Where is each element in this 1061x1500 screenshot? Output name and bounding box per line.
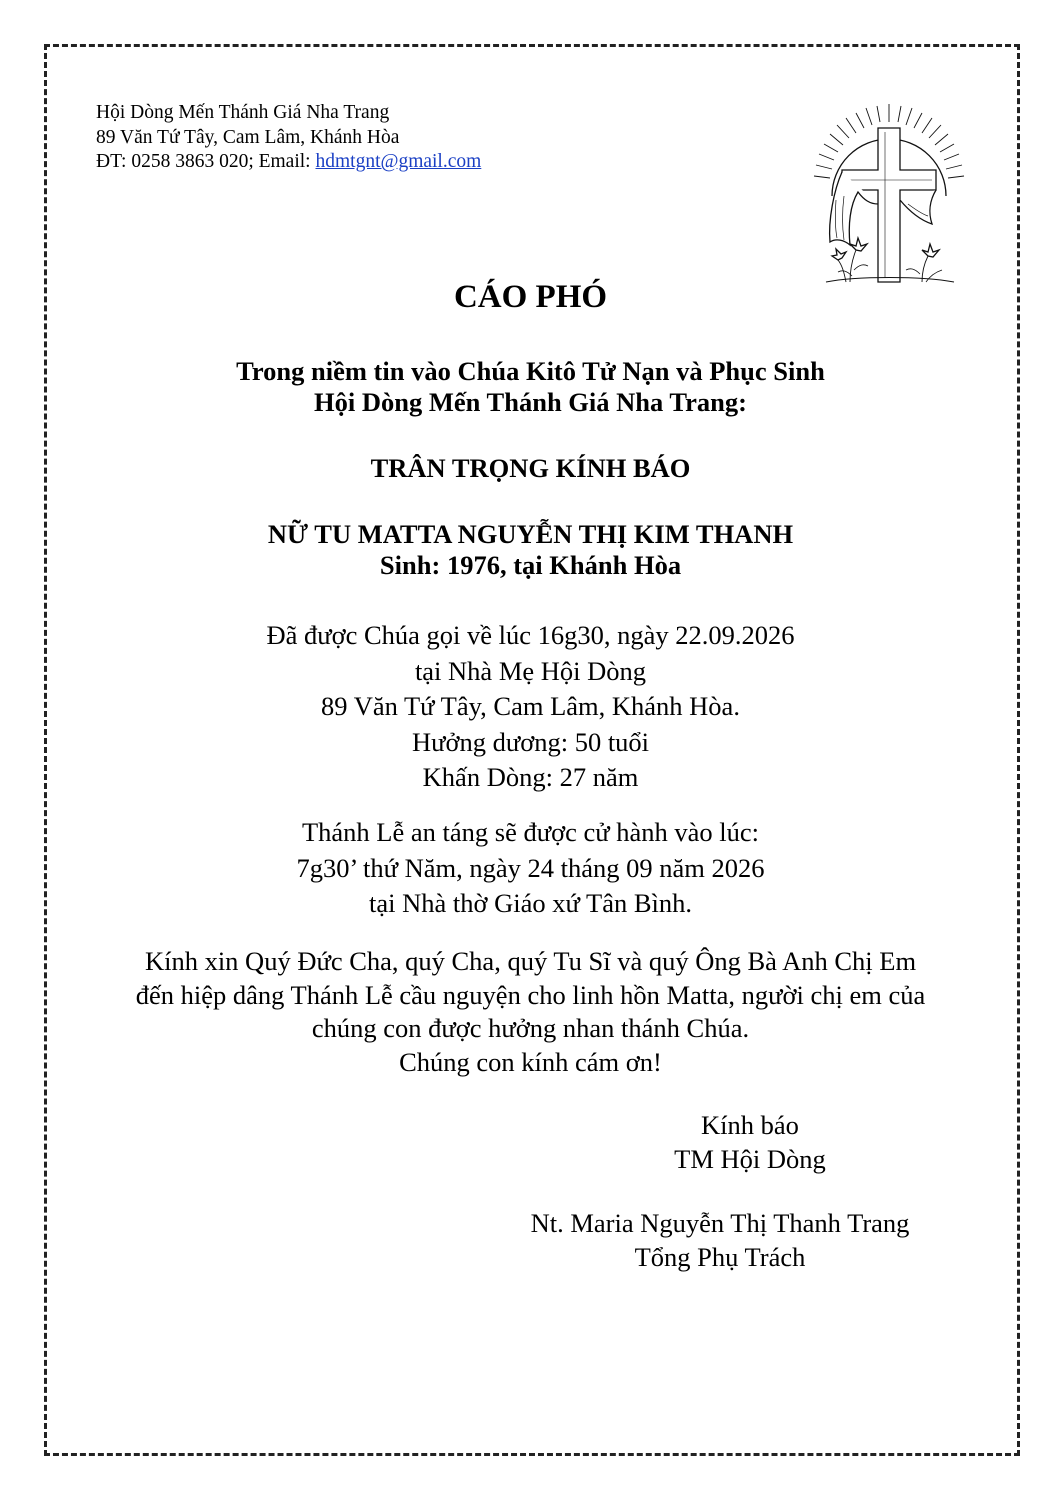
intro-block bbox=[60, 356, 1001, 418]
passing-line: Khấn Dòng: 27 năm bbox=[422, 762, 639, 792]
invitation-line: đến hiệp dâng Thánh Lễ cầu nguyện cho linh hồn Matta, người chị em của bbox=[135, 979, 926, 1010]
org-name: Hội Dòng Mến Thánh Giá Nha Trang bbox=[96, 102, 390, 123]
passing-line: Hưởng dương: 50 tuổi bbox=[411, 726, 650, 757]
passing-line: Đã được Chúa gọi về lúc 16g30, ngày 22.09.2026 bbox=[266, 620, 795, 650]
org-address: 89 Văn Tứ Tây, Cam Lâm, Khánh Hòa bbox=[96, 126, 400, 148]
intro-line: Trong niềm tin vào Chúa Kitô Tử Nạn và Phục Sinh bbox=[236, 356, 825, 386]
signoff-line: Kính báo bbox=[701, 1110, 799, 1140]
deceased-birth: Sinh: 1976, tại Khánh Hòa bbox=[379, 550, 682, 580]
page-title: CÁO PHÓ bbox=[453, 279, 608, 315]
funeral-line: 7g30’ thứ Năm, ngày 24 tháng 09 năm 2026 bbox=[296, 852, 765, 883]
signatory-name: Nt. Maria Nguyễn Thị Thanh Trang bbox=[530, 1208, 910, 1238]
announcement-heading: TRÂN TRỌNG KÍNH BÁO bbox=[370, 453, 691, 483]
cross-with-sunrise-and-lilies-icon bbox=[806, 100, 972, 296]
passing-line: 89 Văn Tứ Tây, Cam Lâm, Khánh Hòa. bbox=[321, 691, 740, 721]
email-link[interactable]: hdmtgnt@gmail.com bbox=[315, 151, 482, 172]
signoff-block bbox=[600, 1109, 900, 1176]
intro-line: Hội Dòng Mến Thánh Giá Nha Trang: bbox=[314, 387, 747, 417]
invitation-paragraph bbox=[60, 945, 1001, 1079]
invitation-line: Chúng con kính cám ơn! bbox=[399, 1046, 662, 1077]
funeral-line: tại Nhà thờ Giáo xứ Tân Bình. bbox=[368, 888, 693, 918]
signoff-line: TM Hội Dòng bbox=[674, 1143, 826, 1174]
letterhead bbox=[96, 101, 481, 175]
invitation-line: chúng con được hưởng nhan thánh Chúa. bbox=[311, 1013, 750, 1043]
signatory-role: Tổng Phụ Trách bbox=[634, 1241, 806, 1272]
funeral-line: Thánh Lễ an táng sẽ được cử hành vào lúc: bbox=[301, 817, 759, 847]
deceased-block bbox=[60, 519, 1001, 581]
deceased-name: NỮ TU MATTA NGUYỄN THỊ KIM THANH bbox=[267, 519, 794, 549]
funeral-details bbox=[60, 815, 1001, 922]
invitation-line: Kính xin Quý Đức Cha, quý Cha, quý Tu Sĩ và quý Ông Bà Anh Chị Em bbox=[144, 946, 917, 976]
phone-text: ĐT: 0258 3863 020; Email: bbox=[96, 151, 316, 172]
signatory-block bbox=[490, 1207, 950, 1274]
org-contact bbox=[96, 150, 481, 175]
passing-line: tại Nhà Mẹ Hội Dòng bbox=[414, 655, 647, 686]
passing-details bbox=[60, 618, 1001, 796]
